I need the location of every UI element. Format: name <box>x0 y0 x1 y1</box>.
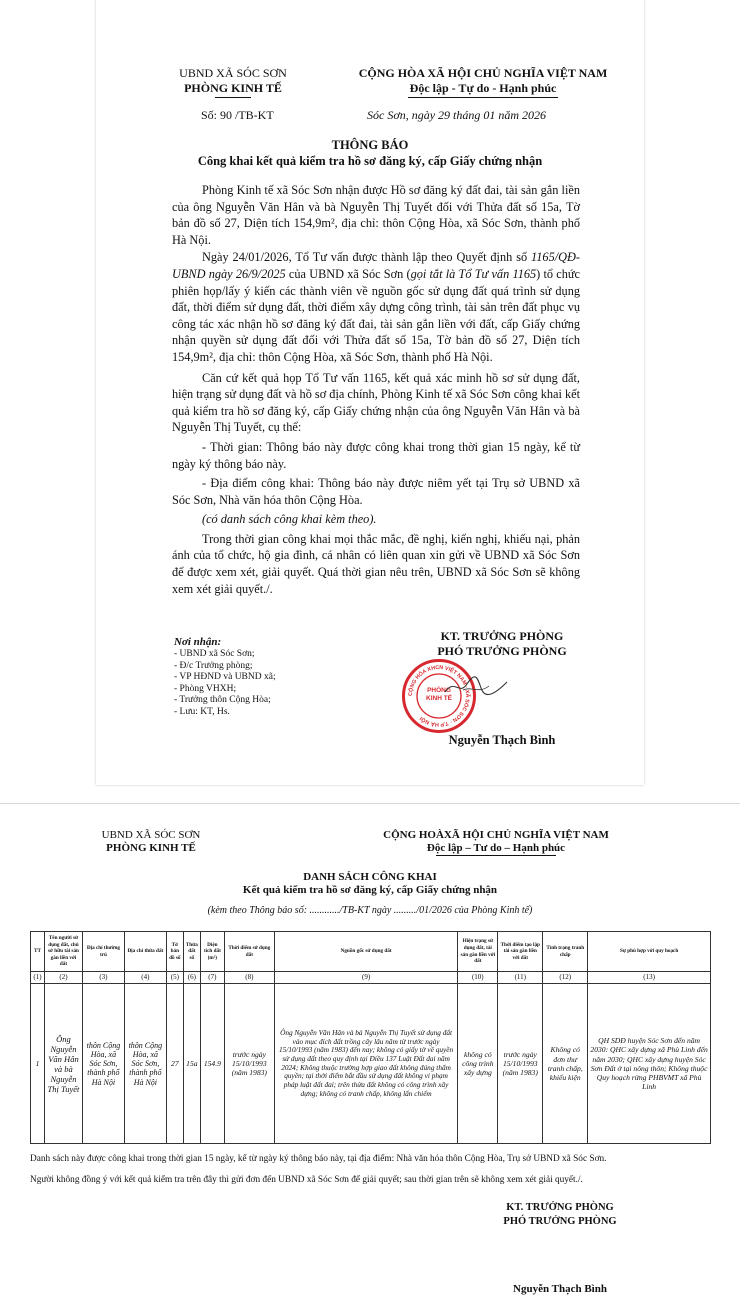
paragraph-2 <box>172 249 580 365</box>
list-nation-motto: Độc lập – Tư do – Hạnh phúc <box>426 842 566 854</box>
list-national-motto-block <box>346 829 646 856</box>
column-index: (3) <box>82 972 124 984</box>
column-index: (4) <box>124 972 166 984</box>
p2-alias: gọi tắt là Tổ Tư vấn 1165 <box>410 266 537 281</box>
notice-body <box>172 182 580 597</box>
column-header: Diện tích đất (m²) <box>200 932 224 972</box>
paragraph-1: Phòng Kinh tế xã Sóc Sơn nhận được Hồ sơ đăng ký đất đai, tài sản gắn liền của ông Nguyễn Văn Hân và bà Nguyễn Thị Tuyết đối với Thửa đất số 15a, Tờ bản đồ số 27, Diện tích 154,9m², địa chỉ: thôn Cộng Hòa, xã Sóc Sơn, thành phố Hà Nội. <box>172 183 580 247</box>
public-list-table <box>30 931 711 1144</box>
recipient-item: - Đ/c Trưởng phòng; <box>174 660 253 671</box>
column-index: (13) <box>588 972 711 984</box>
list-note-1: Danh sách này được công khai trong thời gian 15 ngày, kể từ ngày ký thông báo này, tại địa điểm: Nhà văn hóa thôn Cộng Hòa, Trụ sở UBND xã Sóc Sơn. <box>30 1154 607 1164</box>
cell-map-sheet: 27 <box>166 984 183 1144</box>
sign-title-1: KT. TRƯỞNG PHÒNG <box>440 629 564 643</box>
stamp-center-text: PHÒNG KINH TẾ <box>426 687 452 702</box>
issuer-authority: UBND XÃ SÓC SƠN <box>179 66 287 80</box>
issuer-department: PHÒNG KINH TẾ <box>184 81 282 95</box>
list-reference: (kèm theo Thông báo số: ............/TB-KT ngày ........./01/2026 của Phòng Kinh tế) <box>207 905 533 916</box>
recipient-item: - Trưởng thôn Cộng Hòa; <box>174 695 271 705</box>
recipients-block <box>174 636 334 718</box>
list-sign-title-1: KT. TRƯỞNG PHÒNG <box>506 1202 614 1213</box>
column-header: Tờ bản đồ số <box>166 932 183 972</box>
p2-part-e: ) tổ chức phiên họp/lấy ý kiến các thành viên về nguồn gốc sử dụng đất quá trình sử dụng đất, thời điểm sử dụng đất, thời điểm xây dựng công trình, tài sản trên đất phục vụ công tác xác nhận hồ sơ đăng ký đất đai, tài sản gắn liền với đất, cấp Giấy chứng nhận quyền sử dụng đất đối với Thửa đất số 15a, Tờ bản đồ số 27, Diện tích 154,9m², địa chỉ: thôn Cộng Hòa, xã Sóc Sơn, thành phố Hà Nội. <box>172 266 580 364</box>
notice-page <box>96 0 644 785</box>
table-header-row <box>31 932 711 972</box>
issuer-underline <box>215 97 251 98</box>
signature-block <box>392 629 612 659</box>
cell-index: 1 <box>31 984 45 1144</box>
cell-parcel-address: thôn Cộng Hòa, xã Sóc Sơn, thành phố Hà Nội <box>124 984 166 1144</box>
column-header: Nguồn gốc sử dụng đất <box>274 932 458 972</box>
cell-asset-time: trước ngày 15/10/1993 (năm 1983) <box>498 984 543 1144</box>
column-header: Tình trạng tranh chấp <box>543 932 588 972</box>
column-index: (5) <box>166 972 183 984</box>
list-subtitle: Kết quả kiểm tra hồ sơ đăng ký, cấp Giấy chứng nhận <box>242 884 498 896</box>
list-sign-title-2: PHÓ TRƯỞNG PHÒNG <box>503 1216 617 1227</box>
list-motto-underline <box>436 855 556 856</box>
recipient-item: - Lưu: KT, Hs. <box>174 706 230 717</box>
column-header: Thời điểm tạo lập tài sản gắn liền với đất <box>498 932 543 972</box>
nation-motto: Độc lập - Tự do - Hạnh phúc <box>409 81 557 95</box>
column-header: Hiện trạng sử dụng đất, tài sản gắn liền với đất <box>458 932 498 972</box>
recipient-item: - UBND xã Sóc Sơn; <box>174 649 255 659</box>
list-signature-block <box>450 1201 670 1229</box>
column-index: (2) <box>44 972 82 984</box>
place-date: Sóc Sơn, ngày 29 tháng 01 năm 2026 <box>367 108 547 122</box>
column-header: Thửa đất số <box>183 932 200 972</box>
cell-owner: Ông Nguyễn Văn Hân và bà Nguyễn Thị Tuyết <box>44 984 82 1144</box>
document-number: Số: 90 /TB-KT <box>201 108 274 122</box>
paragraph-place: - Địa điểm công khai: Thông báo này được niêm yết tại Trụ sở UBND xã Sóc Sơn, Nhà văn hóa thôn Cộng Hòa. <box>172 476 580 507</box>
cell-current-status: không có công trình xây dựng <box>458 984 498 1144</box>
public-list-page <box>0 803 740 1306</box>
column-header: Địa chỉ thường trú <box>82 932 124 972</box>
p2-part-c: của UBND xã Sóc Sơn ( <box>285 266 411 281</box>
paragraph-3: Căn cứ kết quả họp Tổ Tư vấn 1165, kết quả xác minh hồ sơ sử dụng đất, hiện trạng sử dụng đất và hồ sơ địa chính, Phòng Kinh tế xã Sóc Sơn công khai kết quả kiểm tra hồ sơ đăng ký, cấp Giấy chứng nhận của ông Nguyễn Văn Hân và bà Nguyễn Thị Tuyết, cụ thể: <box>172 370 580 435</box>
list-issuer-authority: UBND XÃ SÓC SƠN <box>101 829 201 841</box>
issuer-block <box>158 66 308 98</box>
list-issuer-department: PHÒNG KINH TẾ <box>106 842 196 854</box>
column-index: (10) <box>458 972 498 984</box>
column-header: Sự phù hợp với quy hoạch <box>588 932 711 972</box>
cell-land-origin: Ông Nguyễn Văn Hân và bà Nguyễn Thị Tuyết sử dụng đất vào mục đích đất trồng cây lâu năm từ trước ngày 15/10/1993 (năm 1983) đến nay; không có giấy tờ về quyền sử dụng đất theo quy định tại Điều 137 Luật Đất đai năm 2024; Không thuộc trường hợp giao đất không đúng thẩm quyền; tại thời điểm bắt đầu sử dụng đất không vi phạm pháp luật đất đai; trên thửa đất không có công trình xây dựng; không có tranh chấp, không lấn chiếm <box>274 984 458 1144</box>
paragraph-time: - Thời gian: Thông báo này được công khai trong thời gian 15 ngày, kể từ ngày ký thông báo này. <box>172 439 580 471</box>
column-index: (11) <box>498 972 543 984</box>
table-row <box>31 984 711 1144</box>
list-nation-name: CỘNG HOÀXÃ HỘI CHỦ NGHĨA VIỆT NAM <box>383 829 609 841</box>
column-index: (7) <box>200 972 224 984</box>
recipient-item: - Phòng VHXH; <box>174 683 237 694</box>
p2-decision-ref: 1165/QĐ-UBND ngày 26/9/2025 <box>172 250 580 281</box>
list-title: DANH SÁCH CÔNG KHAI <box>303 871 437 883</box>
column-index: (8) <box>224 972 274 984</box>
recipients-title: Nơi nhận: <box>174 636 222 648</box>
list-signer-name: Nguyễn Thạch Bình <box>513 1283 607 1295</box>
cell-use-time: trước ngày 15/10/1993 (năm 1983) <box>224 984 274 1144</box>
paragraph-attachment: (có danh sách công khai kèm theo). <box>202 512 377 527</box>
sign-title-2: PHÓ TRƯỞNG PHÒNG <box>437 644 567 658</box>
column-index: (1) <box>31 972 45 984</box>
recipient-item: - VP HĐND và UBND xã; <box>174 672 276 682</box>
notice-title: THÔNG BÁO <box>331 138 409 152</box>
column-index: (12) <box>543 972 588 984</box>
column-header: Địa chỉ thửa đất <box>124 932 166 972</box>
column-index-row <box>31 972 711 984</box>
cell-parcel-number: 15a <box>183 984 200 1144</box>
column-index: (6) <box>183 972 200 984</box>
notice-subtitle: Công khai kết quả kiểm tra hồ sơ đăng ký, cấp Giấy chứng nhận <box>197 154 543 168</box>
stamp-ring-text: CỘNG HÒA XHCN VIỆT NAM · XÃ SÓC SƠN · T.P HÀ NỘI <box>407 664 471 728</box>
list-note-2: Người không đồng ý với kết quả kiểm tra trên đây thì gửi đơn đến UBND xã Sóc Sơn để giải quyết; sau thời gian trên sẽ không xem xét giải quyết./. <box>30 1175 583 1185</box>
handwritten-signature-icon <box>441 672 511 702</box>
column-header: Thời điểm sử dụng đất <box>224 932 274 972</box>
column-header: Tên người sử dụng đất, chủ sở hữu tài sản gắn liền với đất <box>44 932 82 972</box>
list-issuer-block <box>76 829 226 855</box>
cell-residence: thôn Cộng Hòa, xã Sóc Sơn, thành phố Hà Nội <box>82 984 124 1144</box>
column-index: (9) <box>274 972 458 984</box>
national-motto-block <box>322 66 644 98</box>
cell-dispute-status: Không có đơn thư tranh chấp, khiếu kiện <box>543 984 588 1144</box>
p2-part-a: Ngày 24/01/2026, Tổ Tư vấn được thành lập theo Quyết định số <box>202 250 532 265</box>
paragraph-complaints: Trong thời gian công khai mọi thắc mắc, đề nghị, kiến nghị, khiếu nại, phản ánh của tổ chức, hộ gia đình, cá nhân có liên quan xin gửi về UBND xã Sóc Sơn để được xem xét, giải quyết. Quá thời gian nêu trên, UBND xã Sóc Sơn sẽ không xem xét giải quyết./. <box>172 531 580 596</box>
cell-area: 154.9 <box>200 984 224 1144</box>
motto-underline <box>408 97 558 98</box>
signer-name: Nguyễn Thạch Bình <box>448 733 556 747</box>
column-header: TT <box>31 932 45 972</box>
nation-name: CỘNG HÒA XÃ HỘI CHỦ NGHĨA VIỆT NAM <box>358 66 608 80</box>
cell-planning: QH SDĐ huyện Sóc Sơn đến năm 2030: QHC xây dựng xã Phù Linh đến năm 2030; QHC xây dựng huyện Sóc Sơn Đất ở tại nông thôn; Không thuộc Quy hoạch rừng PHBVMT xã Phù Linh <box>588 984 711 1144</box>
